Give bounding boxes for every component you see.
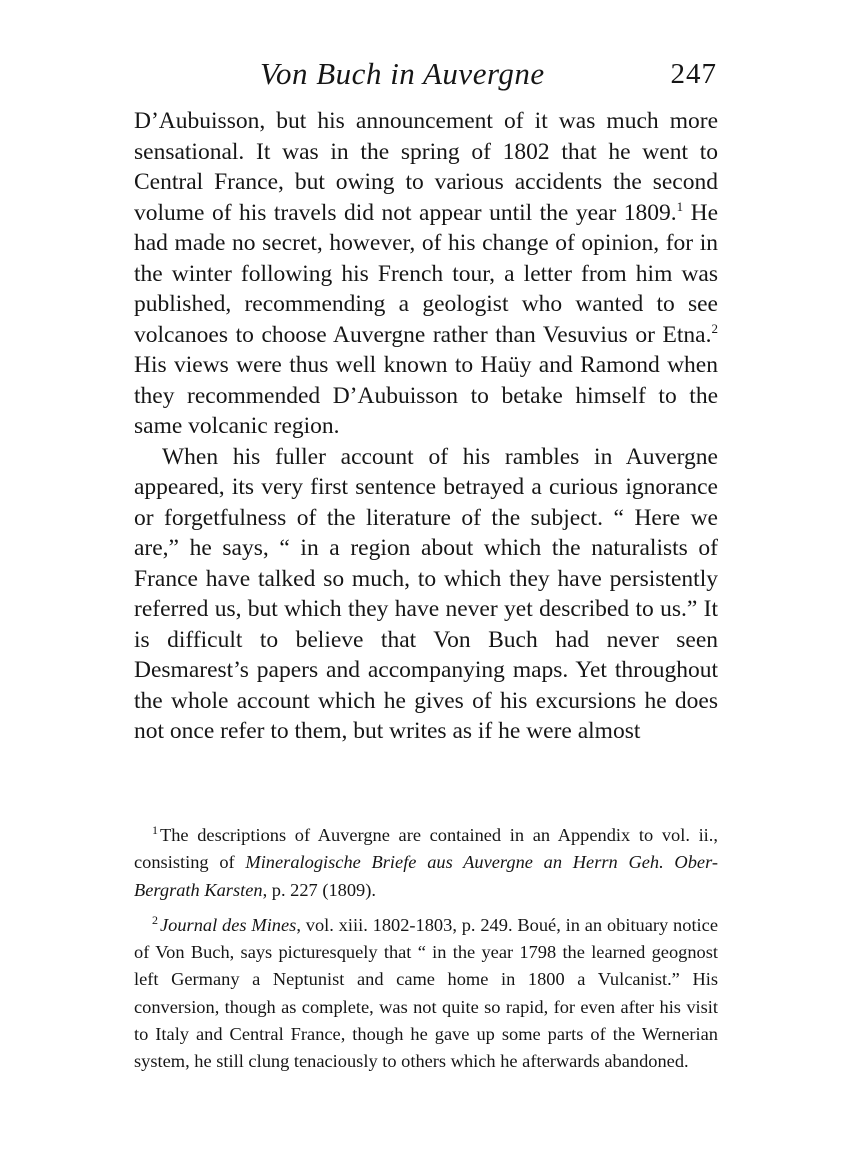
- footnote-1-text-b: , p. 227 (1809).: [262, 879, 376, 900]
- paragraph-2: When his fuller account of his rambles in Auvergne appeared, its very first sentence betrayed a curious ignorance or forgetfulness of the literature of the subject. “ Here we are,” he says, “ in a region about which the naturalists of France have talked so much, to which they have persistently referred us, but which they have never yet described to us.” It is difficult to believe that Von Buch had never seen Desmarest’s papers and accompanying maps. Yet throughout the whole account which he gives of his excursions he does not once refer to them, but writes as if he were almost: [134, 443, 718, 744]
- paragraph-1: [134, 106, 718, 442]
- page-header: [134, 52, 719, 94]
- running-title: Von Buch in Auvergne: [260, 56, 545, 91]
- body-text: [134, 106, 718, 747]
- footnote-1-mark: 1: [152, 823, 158, 837]
- footnote-1-title: Mineralogische Briefe aus Auvergne an Herrn Geh. Ober-Bergrath Karsten: [134, 852, 718, 900]
- paragraph-1-part-a: D’Aubuisson, but his announcement of it was much more sensational. It was in the spring of 1802 that he went to Central France, but owing to various accidents the second volume of his travels did not appear until the year 1809.: [134, 108, 718, 226]
- footnote-2-mark: 2: [152, 912, 158, 927]
- footnote-2-text: , vol. xiii. 1802-1803, p. 249. Boué, in an obituary notice of Von Buch, says picturesquely that “ in the year 1798 the learned geognost left Germany a Neptunist and came home in 1800 a Vulcanist.” His conversion, though as complete, was not quite so rapid, for even after his visit to Italy and Central France, though he gave up some parts of the Wernerian system, he still clung tenaciously to others which he afterwards abandoned.: [134, 914, 718, 1072]
- paragraph-1-part-b: He had made no secret, however, of his change of opinion, for in the winter following his French tour, a letter from him was published, recommending a geologist who wanted to see volcanoes to choose Auvergne rather than Vesuvius or Etna.: [134, 199, 718, 348]
- paragraph-1-part-c: His views were thus well known to Haüy and Ramond when they recommended D’Aubuisson to betake himself to the same volcanic region.: [134, 352, 718, 439]
- footnote-2: [134, 912, 718, 1076]
- footnotes: [134, 822, 718, 1084]
- footnote-2-journal: Journal des Mines: [160, 914, 297, 935]
- footnote-ref-2: 2: [711, 320, 718, 336]
- footnote-1: [134, 822, 718, 904]
- footnote-ref-1: 1: [676, 198, 684, 214]
- page-number: 247: [670, 58, 717, 90]
- footnote-1-text-a: The descriptions of Auvergne are contained in an Appendix to vol. ii., consisting of: [134, 825, 718, 873]
